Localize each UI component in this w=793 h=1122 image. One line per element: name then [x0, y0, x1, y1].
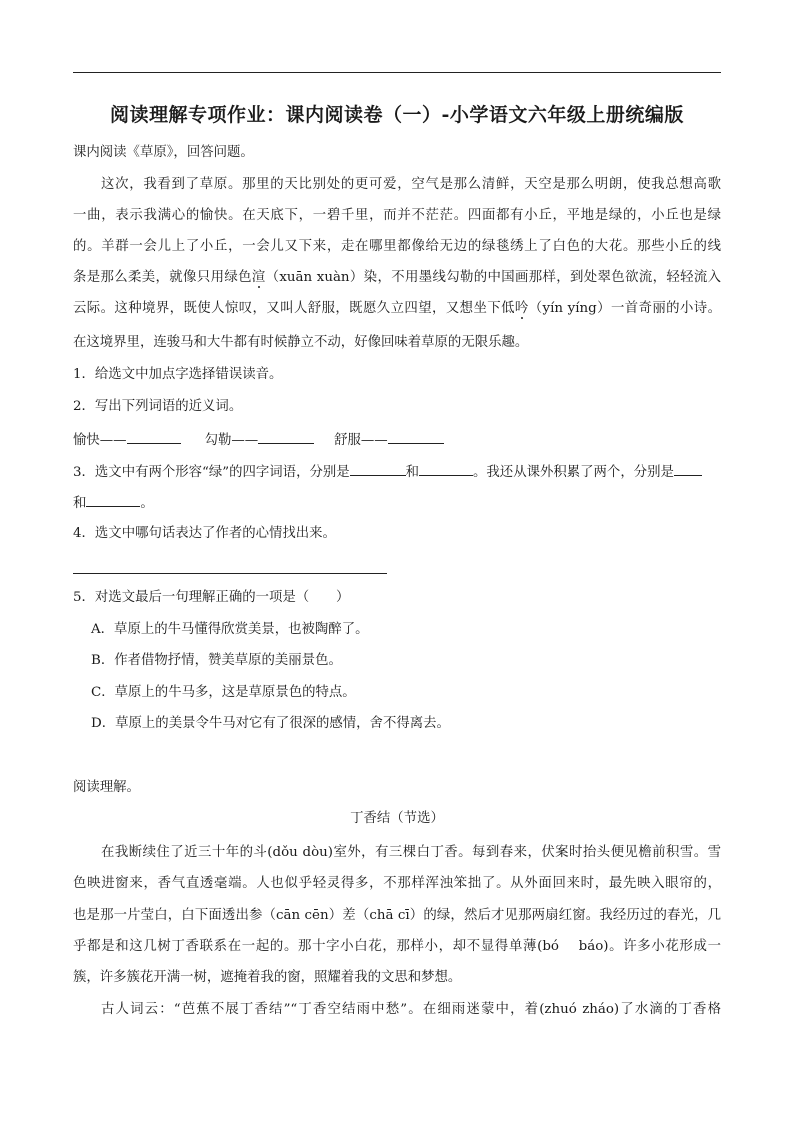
answer-blank[interactable] [674, 461, 702, 476]
question-3 [73, 461, 721, 483]
question-5: 5．对选文最后一句理解正确的一项是（ ） [73, 590, 350, 605]
question-3-cont [73, 492, 721, 514]
answer-blank[interactable] [258, 429, 314, 444]
word-label: 舒服—— [334, 433, 388, 448]
passage-line: 也是那一片莹白，白下面透出参（cān cēn）差（chā cī）的绿，然后才见那两扇红窗。我经历过的春光，几 [73, 908, 721, 923]
passage-line: 乎都是和这几树丁香联系在一起的。那十字小白花，那样小，却不显得单薄(bó báo)。许多小花形成一 [73, 939, 721, 954]
passage-text: 条是那么柔美，就像只用绿色 [73, 270, 252, 285]
option-d[interactable]: D．草原上的美景令牛马对它有了很深的感情，舍不得离去。 [91, 716, 450, 731]
question-1: 1．给选文中加点字选择错误读音。 [73, 367, 283, 382]
passage-line: 这次，我看到了草原。那里的天比别处的更可爱，空气是那么清鲜，天空是那么明朗，使我总想高歌 [101, 177, 721, 192]
option-a[interactable]: A．草原上的牛马懂得欣赏美景，也被陶醉了。 [91, 622, 369, 637]
passage-line: 在这境界里，连骏马和大牛都有时候静立不动，好像回味着草原的无限乐趣。 [73, 335, 529, 350]
question-text: 。 [140, 496, 154, 511]
answer-line[interactable] [73, 573, 387, 574]
answer-blank[interactable] [350, 461, 406, 476]
section1-intro: 课内阅读《草原》，回答问题。 [73, 145, 254, 160]
passage-line: 的。羊群一会儿上了小丘，一会儿又下来，走在哪里都像给无边的绿毯绣上了白色的大花。那些小丘的线 [73, 239, 721, 254]
question-text: 和 [73, 496, 87, 511]
passage-line: 色映进窗来，香气直透毫端。人也似乎轻灵得多，不那样浑浊笨拙了。从外面回来时，最先映入眼帘的， [73, 876, 721, 891]
passage-line: 一曲，表示我满心的愉快。在天底下，一碧千里，而并不茫茫。四面都有小丘，平地是绿的，小丘也是绿 [73, 208, 721, 223]
passage-text: 云际。这种境界，既使人惊叹，又叫人舒服，既愿久立四望，又想坐下低 [73, 301, 515, 316]
header-rule [73, 72, 721, 73]
answer-blank[interactable] [86, 492, 140, 507]
passage-line [73, 299, 721, 319]
passage-subtitle: 丁香结（节选） [350, 811, 444, 826]
answer-blank[interactable] [419, 461, 473, 476]
passage-line [73, 268, 721, 288]
passage-text: （xuān xuàn）染，不用墨线勾勒的中国画那样，到处翠色欲流，轻轻流入 [265, 270, 722, 285]
question-text: 和 [405, 465, 420, 480]
passage-line: 在我断续住了近三十年的斗(dǒu dòu)室外，有三棵白丁香。每到春来，伏案时抬头便见檐前积雪。雪 [101, 845, 721, 860]
answer-blank[interactable] [127, 429, 181, 444]
question-text: 。我还从课外积累了两个，分别是 [473, 465, 674, 480]
word-label: 勾勒—— [204, 433, 259, 448]
question-2-words [73, 429, 721, 451]
answer-blank[interactable] [388, 429, 444, 444]
question-text: 3．选文中有两个形容“绿”的四字词语，分别是 [73, 465, 350, 480]
passage-line: 古人词云：“芭蕉不展丁香结”“丁香空结雨中愁”。在细雨迷蒙中，着(zhuó zháo)了水滴的丁香格 [101, 1002, 721, 1017]
passage-line: 簇，许多簇花开满一树，遮掩着我的窗，照耀着我的文思和梦想。 [73, 970, 462, 985]
section2-intro: 阅读理解。 [73, 780, 140, 795]
passage-text: （yín yíng）一首奇丽的小诗。 [528, 301, 722, 316]
question-4: 4．选文中哪句话表达了作者的心情找出来。 [73, 526, 336, 541]
option-c[interactable]: C．草原上的牛马多，这是草原景色的特点。 [91, 685, 356, 700]
document-page [73, 0, 721, 1122]
word-label: 愉快—— [73, 433, 127, 448]
page-title: 阅读理解专项作业：课内阅读卷（一）-小学语文六年级上册统编版 [110, 104, 684, 126]
dotted-char: 吟 [514, 301, 529, 316]
question-2: 2．写出下列词语的近义词。 [73, 399, 243, 414]
dotted-char: 渲 [251, 270, 266, 285]
option-b[interactable]: B．作者借物抒情，赞美草原的美丽景色。 [91, 653, 342, 668]
